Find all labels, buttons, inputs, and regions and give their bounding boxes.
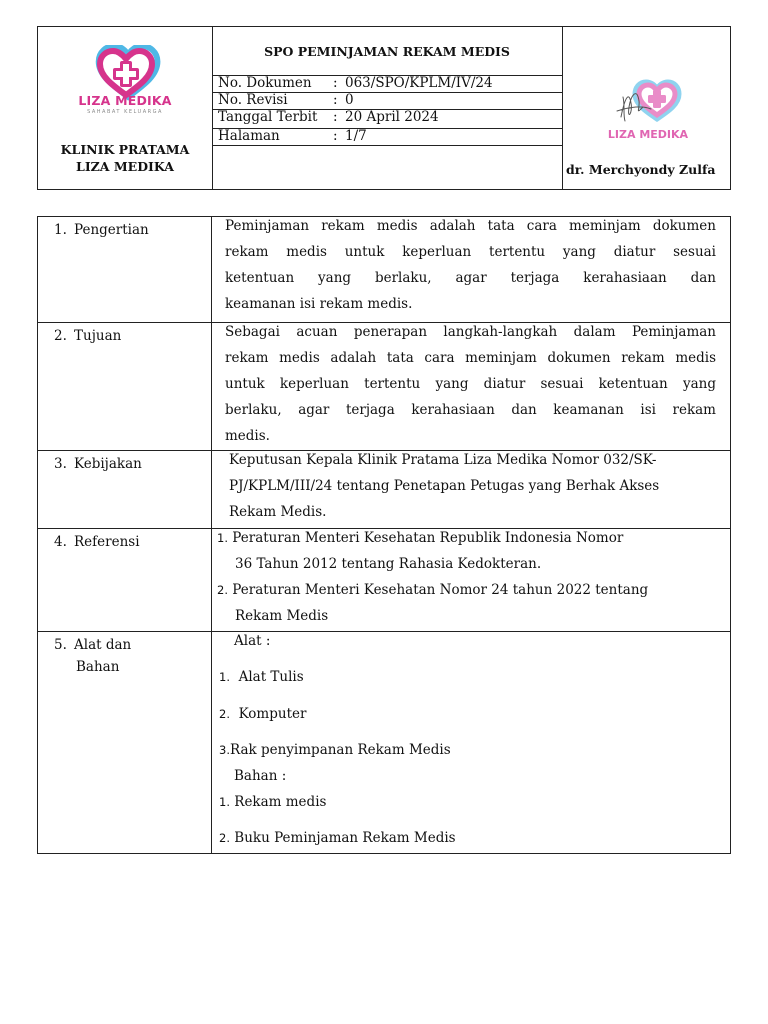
logo-tagline: SAHABAT KELUARGA: [87, 109, 163, 115]
reference-item: [217, 525, 623, 551]
body-line: Rekam Medis.: [229, 504, 327, 520]
procedure-content-table: [37, 216, 731, 854]
meta-row-revision: [212, 92, 562, 109]
signer-name: dr. Merchyondy Zulfa: [566, 162, 716, 177]
section-title: Pengertian: [74, 222, 149, 238]
meta-separator: :: [333, 128, 338, 144]
body-line: ketentuan yang berlaku, agar terjaga kerahasiaan dan: [225, 270, 716, 286]
section-row-kebijakan: [38, 450, 730, 529]
clinic-name: [38, 141, 212, 175]
body-line: rekam medis adalah tata cara meminjam dokumen rekam medis: [225, 350, 716, 366]
item-text: Rekam medis: [234, 794, 327, 810]
section-title: Referensi: [74, 534, 140, 550]
signature-stamp-wordmark: LIZA MEDIKA: [607, 128, 689, 141]
section-label: [54, 323, 121, 349]
section-body: [225, 319, 716, 449]
section-row-referensi: [38, 528, 730, 632]
clinic-name-line-1: KLINIK PRATAMA: [60, 142, 190, 157]
reference-item: [217, 577, 717, 603]
item-number: 2.: [219, 707, 230, 721]
section-row-alat-bahan: [38, 631, 730, 854]
meta-value: 0: [345, 92, 354, 108]
meta-value: 063/SPO/KPLM/IV/24: [345, 75, 493, 91]
meta-value: 20 April 2024: [345, 109, 439, 125]
section-title-line-1: Alat dan: [74, 637, 132, 653]
item-text: Buku Peminjaman Rekam Medis: [234, 830, 456, 846]
document-title: SPO PEMINJAMAN REKAM MEDIS: [264, 44, 510, 59]
alat-item: [219, 737, 451, 763]
reference-text-line-1: Peraturan Menteri Kesehatan Nomor 24 tahun 2022 tentang: [232, 582, 649, 598]
meta-key: Tanggal Terbit: [218, 109, 318, 125]
meta-value: 1/7: [345, 128, 367, 144]
clinic-identity-cell: [38, 27, 213, 189]
section-number: 4.: [54, 534, 67, 550]
section-number: 3.: [54, 456, 67, 472]
section-title: Tujuan: [74, 328, 122, 344]
bahan-item: [219, 825, 456, 851]
reference-number: 2.: [217, 583, 228, 597]
item-text: Rak penyimpanan Rekam Medis: [229, 742, 451, 758]
body-line: medis.: [225, 428, 270, 444]
reference-text-line-2: 36 Tahun 2012 tentang Rahasia Kedokteran.: [235, 556, 542, 572]
body-line: Peminjaman rekam medis adalah tata cara meminjam dokumen: [225, 218, 716, 234]
body-line: Sebagai acuan penerapan langkah-langkah dalam Peminjaman: [225, 324, 716, 340]
section-number: 2.: [54, 328, 67, 344]
reference-number: 1.: [217, 531, 228, 545]
alat-heading: Alat :: [234, 633, 271, 649]
item-text: Komputer: [238, 706, 307, 722]
body-line: berlaku, agar terjaga kerahasiaan dan keamanan isi rekam: [225, 402, 716, 418]
item-number: 2.: [219, 831, 230, 845]
alat-item: [219, 701, 306, 727]
section-title: Kebijakan: [74, 456, 142, 472]
document-header-table: [37, 26, 731, 190]
body-line: keamanan isi rekam medis.: [225, 296, 413, 312]
bahan-item: [219, 789, 326, 815]
body-line: untuk keperluan tertentu yang diatur sesuai ketentuan yang: [225, 376, 716, 392]
section-number: 5.: [54, 637, 67, 653]
logo-wordmark: LIZA MEDIKA: [78, 93, 172, 108]
meta-row-issue-date: [212, 109, 562, 126]
bahan-heading: Bahan :: [234, 768, 287, 784]
alat-item: [219, 664, 304, 690]
body-line: PJ/KPLM/III/24 tentang Penetapan Petugas yang Berhak Akses: [229, 478, 660, 494]
item-text: Alat Tulis: [238, 669, 304, 685]
meta-key: Halaman: [218, 128, 280, 144]
body-line: rekam medis untuk keperluan tertentu yang diatur sesuai: [225, 244, 716, 260]
body-line: Keputusan Kepala Klinik Pratama Liza Medika Nomor 032/SK-: [229, 452, 657, 468]
reference-text-line-1: Peraturan Menteri Kesehatan Republik Indonesia Nomor: [232, 530, 624, 546]
section-body: [229, 447, 707, 525]
meta-row-page: [212, 128, 562, 146]
meta-separator: :: [333, 92, 338, 108]
item-number: 1.: [219, 795, 230, 809]
approval-cell: [563, 27, 730, 189]
meta-key: No. Dokumen: [218, 75, 312, 91]
clinic-name-line-2: LIZA MEDIKA: [76, 159, 174, 174]
meta-key: No. Revisi: [218, 92, 288, 108]
item-number: 1.: [219, 670, 230, 684]
section-label: [54, 217, 149, 243]
section-row-pengertian: [38, 217, 730, 322]
section-row-tujuan: [38, 322, 730, 451]
reference-text-line-2: Rekam Medis: [235, 608, 329, 624]
document-info-cell: [212, 27, 563, 189]
section-label: [54, 529, 140, 555]
section-title-line-2: Bahan: [76, 659, 120, 675]
meta-row-document-number: [212, 75, 562, 92]
section-body: [225, 213, 716, 317]
section-label: [54, 451, 142, 477]
meta-separator: :: [333, 75, 338, 91]
item-number: 3.: [219, 743, 230, 757]
section-number: 1.: [54, 222, 67, 238]
meta-separator: :: [333, 109, 338, 125]
